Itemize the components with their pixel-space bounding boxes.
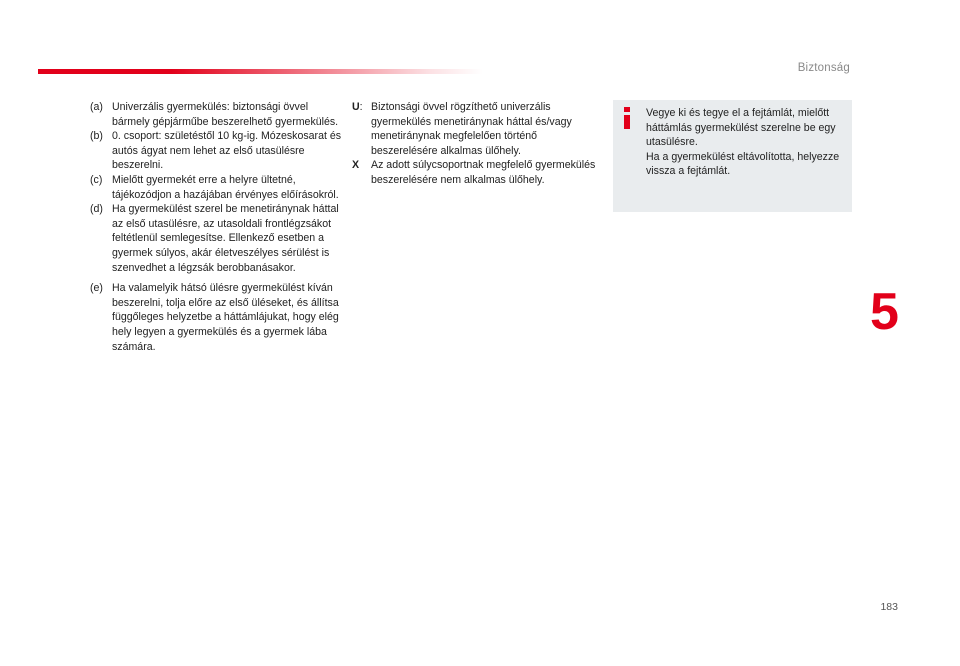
info-text: [646, 106, 846, 179]
info-icon: [621, 107, 633, 129]
list-item-text: 0. csoport: születéstől 10 kg-ig. Mózeskosarat és autós ágyat nem lehet az első utasülésre beszerelni.: [112, 130, 342, 172]
definition-key: [352, 100, 371, 158]
list-item-label: (a): [90, 101, 103, 113]
header-accent-bar: [38, 69, 483, 74]
definition-key: [352, 158, 371, 187]
definition-key-separator: :: [359, 101, 363, 113]
list-item-text: Ha gyermekülést szerel be menetiránynak háttal az első utasülésre, az utasoldali frontlégzsákot feltétlenül semlegesítse. Ellenkező esetben a gyermek súlyos, akár életveszélyes sérülést is szenvedhet a légzsák berobbanásakor.: [112, 203, 339, 274]
info-line: Ha a gyermekülést eltávolította, helyezze vissza a fejtámlát.: [646, 150, 840, 178]
chapter-number: 5: [870, 283, 899, 341]
list-item-label: (e): [90, 282, 103, 295]
list-item-d: [90, 202, 345, 275]
definition-item-x: [352, 158, 597, 187]
definition-text: Biztonsági övvel rögzíthető univerzális gyermekülés menetiránynak háttal és/vagy menetiránynak megfelelően történő beszerelésére alkalmas ülőhely.: [371, 101, 572, 157]
list-item-c: [90, 173, 345, 202]
middle-column: [352, 100, 597, 188]
definition-key-letter: X: [352, 159, 360, 172]
definition-text: Az adott súlycsoportnak megfelelő gyermekülés beszerelésére nem alkalmas ülőhely.: [371, 159, 596, 186]
list-item-label: (c): [90, 173, 103, 186]
list-item-text: Mielőtt gyermekét erre a helyre ültetné, tájékozódjon a hazájában érvényes előírásokról.: [112, 173, 339, 201]
page-number: 183: [880, 601, 898, 613]
list-item-e: [90, 281, 345, 354]
list-item-a: [90, 100, 345, 129]
list-item-label: (d): [90, 203, 103, 216]
list-item-b: [90, 129, 345, 173]
info-box: [613, 100, 852, 212]
definition-item-u: [352, 100, 597, 158]
left-column: [90, 100, 345, 354]
list-item-text: Univerzális gyermekülés: biztonsági övvel bármely gépjárműbe beszerelhető gyermekülés.: [112, 101, 339, 128]
list-item-label: (b): [90, 130, 103, 143]
list-item-text: Ha valamelyik hátsó ülésre gyermekülést kíván beszerelni, tolja előre az első üléseket, és állítsa függőleges helyzetbe a háttámlájukat, hogy elég hely legyen a gyermekülés és a gyermek lába számára.: [112, 282, 339, 353]
section-title: Biztonság: [797, 62, 850, 74]
definition-key-letter: U: [352, 101, 360, 113]
info-line: Vegye ki és tegye el a fejtámlát, mielőtt háttámlás gyermekülést szerelne be egy utasülésre.: [646, 107, 836, 149]
